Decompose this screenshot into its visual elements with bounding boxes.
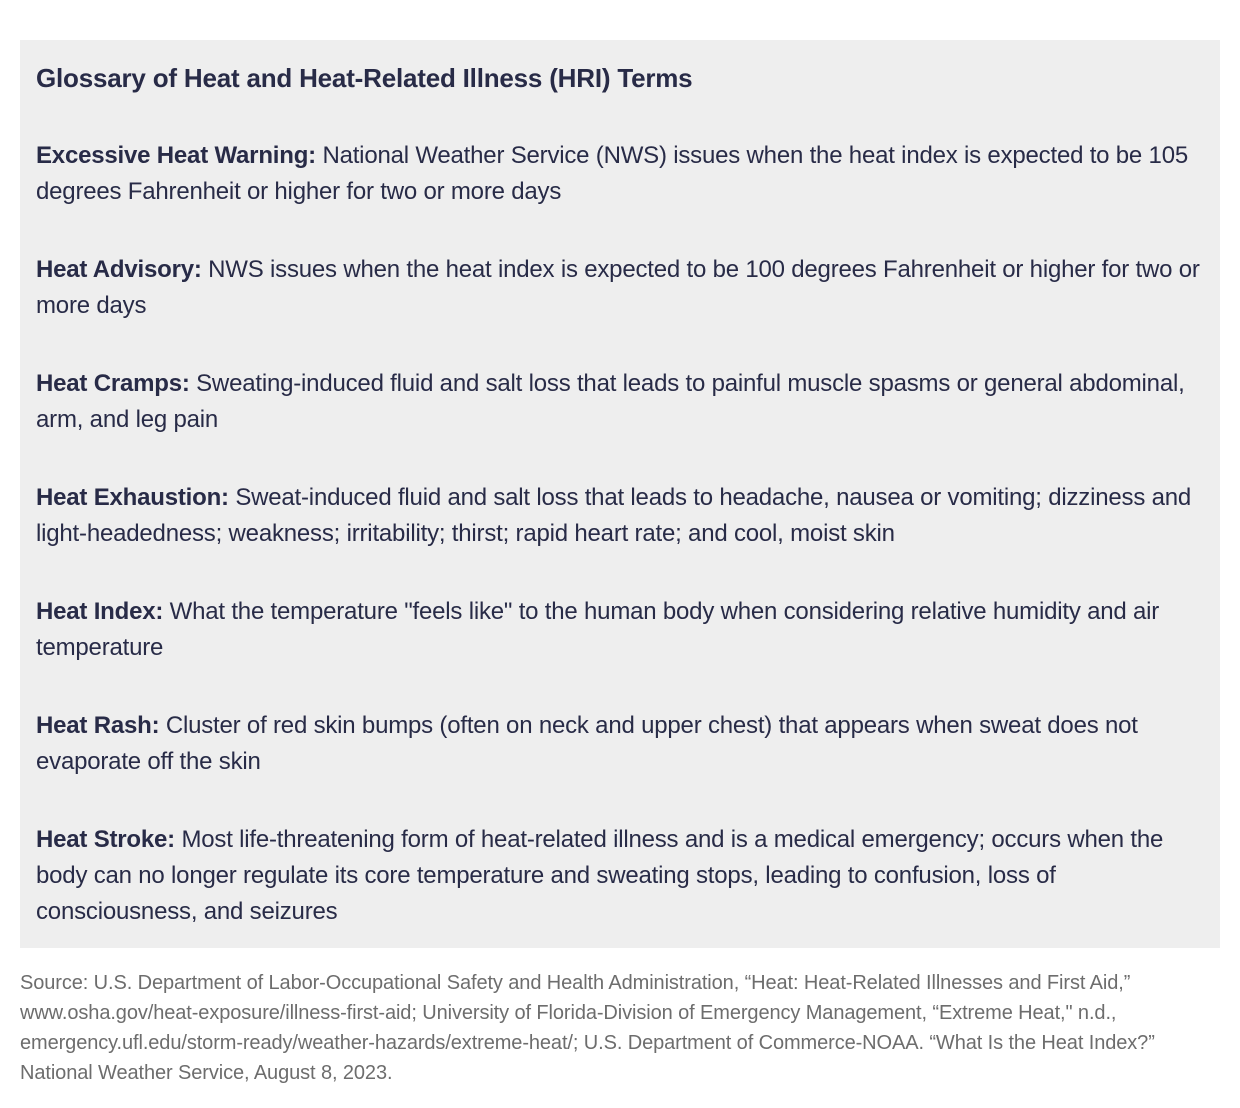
- term-definition: National Weather Service (NWS) issues when the heat index is expected to be 105 degrees Fahrenheit or higher for two or more days: [36, 142, 1188, 205]
- term-definition: Cluster of red skin bumps (often on neck and upper chest) that appears when sweat does not evaporate off the skin: [36, 712, 1138, 775]
- term-name: Heat Rash:: [36, 712, 160, 739]
- term-item-heat-rash: [36, 708, 1204, 780]
- term-item-heat-exhaustion: [36, 480, 1204, 552]
- term-item-heat-stroke: [36, 822, 1204, 930]
- term-name: Heat Advisory:: [36, 256, 202, 283]
- glossary-box: [20, 40, 1220, 948]
- term-item-heat-index: [36, 594, 1204, 666]
- term-name: Excessive Heat Warning:: [36, 142, 316, 169]
- term-definition: Most life-threatening form of heat-related illness and is a medical emergency; occurs when the body can no longer regulate its core temperature and sweating stops, leading to confusion, loss of consciousness, and seizures: [36, 826, 1164, 925]
- term-list: [36, 138, 1204, 930]
- term-item-heat-advisory: [36, 252, 1204, 324]
- term-definition: NWS issues when the heat index is expected to be 100 degrees Fahrenheit or higher for two or more days: [36, 256, 1200, 319]
- term-definition: Sweat-induced fluid and salt loss that leads to headache, nausea or vomiting; dizziness and light-headedness; weakness; irritability; thirst; rapid heart rate; and cool, moist skin: [36, 484, 1192, 547]
- source-note: Source: U.S. Department of Labor-Occupational Safety and Health Administration, “Heat: Heat-Related Illnesses and First Aid,” www.osha.gov/heat-exposure/illness-first-aid; University of Florida-Division of Emergency Management, “Extreme Heat," n.d., emergency.ufl.edu/storm-ready/weather-hazards/extreme-heat/; U.S. Department of Commerce-NOAA. “What Is the Heat Index?” National Weather Service, August 8, 2023.: [20, 972, 1155, 1084]
- term-name: Heat Index:: [36, 598, 164, 625]
- term-name: Heat Stroke:: [36, 826, 175, 853]
- term-definition: What the temperature "feels like" to the human body when considering relative humidity and air temperature: [36, 598, 1160, 661]
- glossary-title: Glossary of Heat and Heat-Related Illness (HRI) Terms: [36, 63, 693, 93]
- term-definition: Sweating-induced fluid and salt loss that leads to painful muscle spasms or general abdominal, arm, and leg pain: [36, 370, 1185, 433]
- term-name: Heat Cramps:: [36, 370, 190, 397]
- term-name: Heat Exhaustion:: [36, 484, 229, 511]
- term-item-heat-cramps: [36, 366, 1204, 438]
- term-item-excessive-heat-warning: [36, 138, 1204, 210]
